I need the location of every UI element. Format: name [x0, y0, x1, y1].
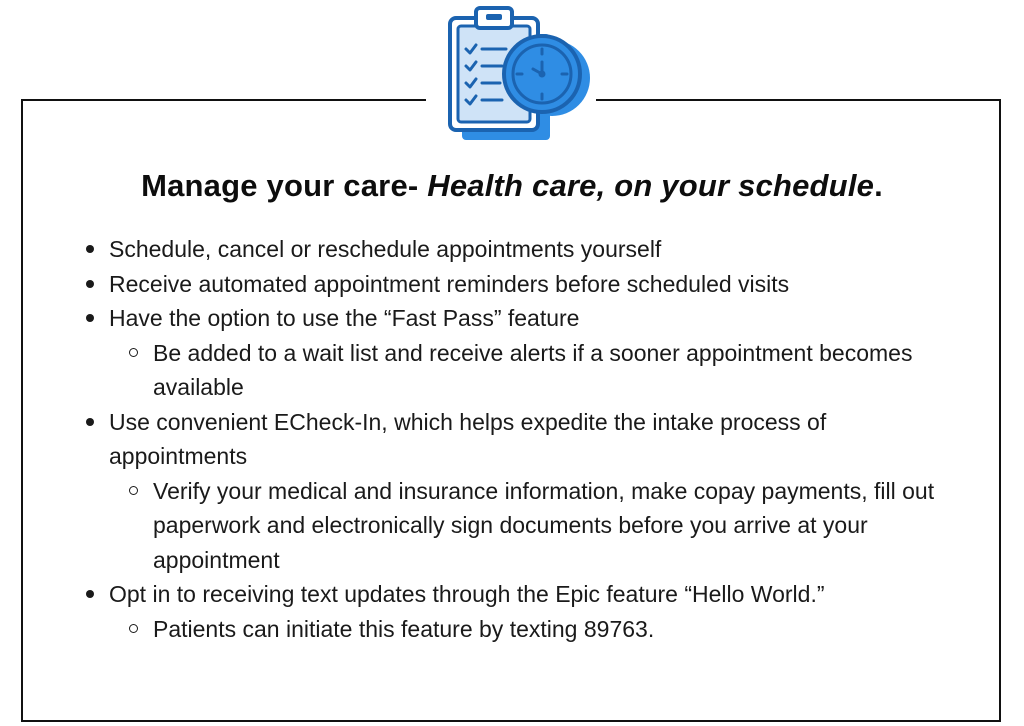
- feature-list: [78, 232, 968, 646]
- bullet-icon: [86, 590, 94, 598]
- bullet-icon: [86, 280, 94, 288]
- list-item-text: Opt in to receiving text updates through the Epic feature “Hello World.”: [109, 581, 825, 607]
- title-emphasis: Health care, on your schedule: [427, 168, 875, 203]
- sub-bullet-icon: [129, 486, 138, 495]
- sub-list-item-text: Patients can initiate this feature by texting 89763.: [153, 615, 655, 642]
- sub-list-item-text: Be added to a wait list and receive alerts if a sooner appointment becomes available: [153, 339, 913, 400]
- list-item-text: Have the option to use the “Fast Pass” feature: [109, 305, 580, 331]
- list-item: [78, 577, 968, 612]
- list-item: [78, 267, 968, 302]
- list-item-text: Use convenient ECheck-In, which helps expedite the intake process of appointments: [109, 408, 827, 469]
- page-title: [0, 168, 1024, 204]
- list-item: [78, 232, 968, 267]
- title-lead: Manage your care-: [141, 168, 419, 203]
- bullet-icon: [86, 418, 94, 426]
- bullet-icon: [86, 245, 94, 253]
- sub-bullet-icon: [129, 348, 138, 357]
- sub-list-item: [78, 336, 968, 405]
- sub-list-item: [78, 612, 968, 647]
- title-end: .: [874, 168, 883, 203]
- sub-bullet-icon: [129, 624, 138, 633]
- sub-list-item: [78, 474, 968, 578]
- list-item-text: Receive automated appointment reminders before scheduled visits: [109, 270, 790, 297]
- bullet-icon: [86, 314, 94, 322]
- list-item-text: Schedule, cancel or reschedule appointments yourself: [109, 236, 662, 262]
- sub-list-item-text: Verify your medical and insurance information, make copay payments, fill out paperwork and electronically sign documents before you arrive at your appointment: [153, 477, 935, 573]
- list-item: [78, 301, 968, 336]
- list-item: [78, 405, 968, 474]
- clipboard-clock-icon: [436, 4, 596, 144]
